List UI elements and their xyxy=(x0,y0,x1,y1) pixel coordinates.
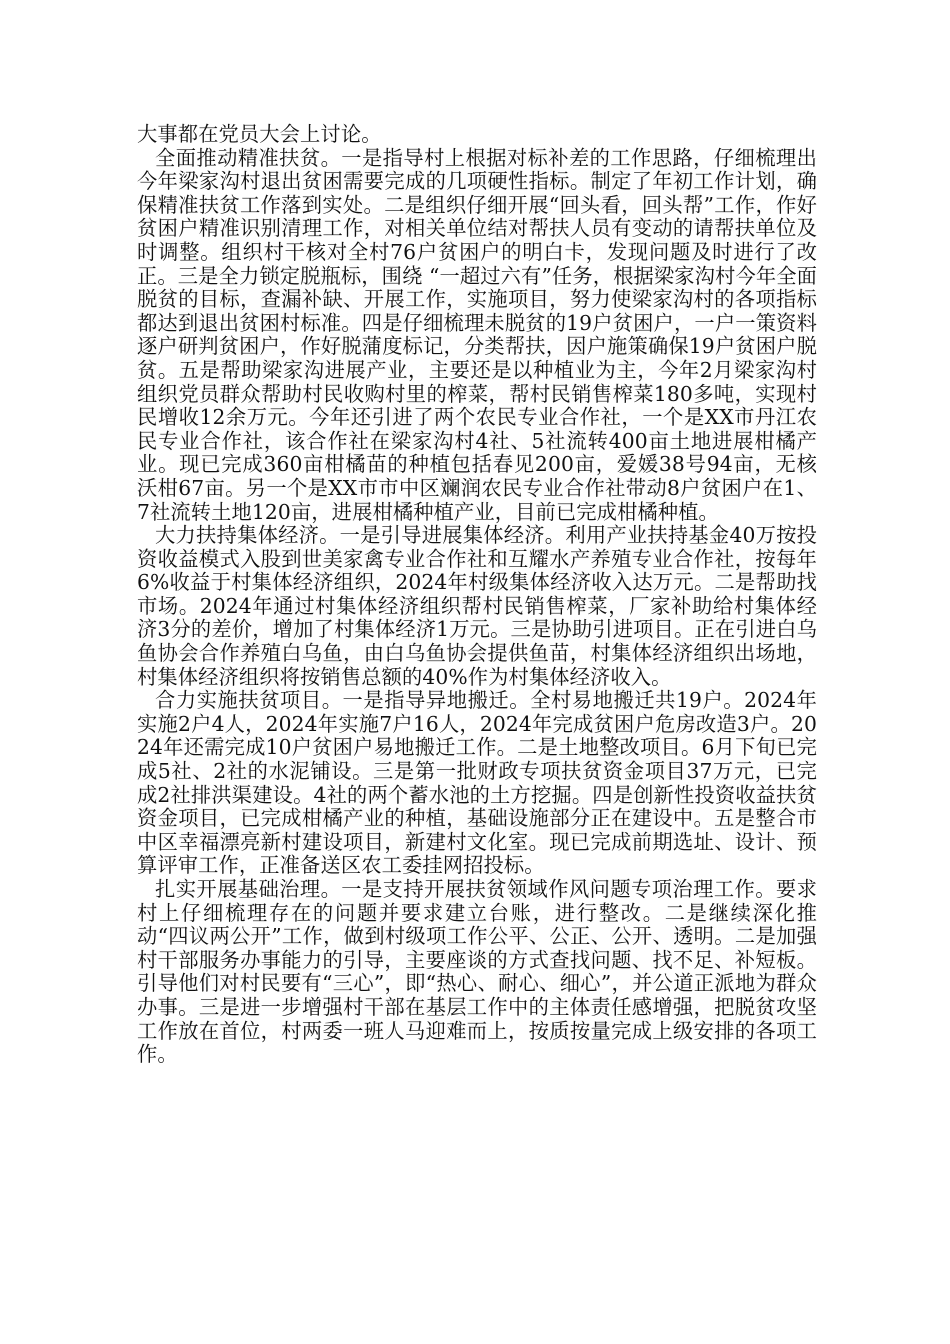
paragraph-continuation: 大事都在党员大会上讨论。 xyxy=(137,122,382,146)
paragraph-grassroots-governance: 扎实开展基础治理。一是支持开展扶贫领域作风问题专项治理工作。要求村上仔细梳理存在的问题并要求建立台账，进行整改。二是继续深化推动“四议两公开”工作，做到村级项工作公平、公正、公开、透明。二是加强村干部服务办事能力的引导，主要座谈的方式查找问题、找不足、补短板。引导他们对村民要有“三心”，即“热心、耐心、细心”，并公道正派地为群众办事。三是进一步增强村干部在基层工作中的主体责任感增强，把脱贫攻坚工作放在首位，村两委一班人马迎难而上，按质按量完成上级安排的各项工作。 xyxy=(137,877,817,1067)
document-page xyxy=(137,123,817,1067)
paragraph-poverty-projects: 合力实施扶贫项目。一是指导异地搬迁。全村易地搬迁共19户。2024年实施2户4人，2024年实施7户16人，2024年完成贫困户危房改造3户。2024年还需完成10户贫困户易地搬迁工作。二是土地整改项目。6月下旬已完成5社、2社的水泥铺设。三是第一批财政专项扶贫资金项目37万元，已完成2社排洪渠建设。4社的两个蓄水池的土方挖掘。四是创新性投资收益扶贫资金项目，已完成柑橘产业的种植，基础设施部分正在建设中。五是整合市中区幸福漂亮新村建设项目，新建村文化室。现已完成前期选址、设计、预算评审工作，正准备送区农工委挂网招投标。 xyxy=(137,688,817,878)
paragraph-collective-economy: 大力扶持集体经济。一是引导进展集体经济。利用产业扶持基金40万按投资收益模式入股到世美家禽专业合作社和互耀水产养殖专业合作社，按每年6%收益于村集体经济组织，2024年村级集体经济收入达万元。二是帮助找市场。2024年通过村集体经济组织帮村民销售榨菜，厂家补助给村集体经济3分的差价，增加了村集体经济1万元。三是协助引进项目。正在引进白乌鱼协会合作养殖白乌鱼，由白乌鱼协会提供鱼苗，村集体经济组织出场地，村集体经济组织将按销售总额的40%作为村集体经济收入。 xyxy=(137,523,817,689)
paragraph-precision-poverty-alleviation: 全面推动精准扶贫。一是指导村上根据对标补差的工作思路，仔细梳理出今年梁家沟村退出贫困需要完成的几项硬性指标。制定了年初工作计划，确保精准扶贫工作落到实处。二是组织仔细开展“回头看，回头帮”工作，作好贫困户精准识别清理工作，对相关单位结对帮扶人员有变动的请帮扶单位及时调整。组织村干核对全村76户贫困户的明白卡，发现问题及时进行了改正。三是全力锁定脱瓶标，围绕 “一超过六有”任务，根据梁家沟村今年全面脱贫的目标，查漏补缺、开展工作，实施项目，努力使梁家沟村的各项指标都达到退出贫困村标准。四是仔细梳理未脱贫的19户贫困户，一户一策资料逐户研判贫困户，作好脱蒲度标记，分类帮扶，因户施策确保19户贫困户脱贫。五是帮助梁家沟进展产业，主要还是以种植业为主，今年2月梁家沟村组织党员群众帮助村民收购村里的榨菜，帮村民销售榨菜180多吨，实现村民增收12余万元。今年还引进了两个农民专业合作社，一个是XX市丹江农民专业合作社，该合作社在梁家沟村4社、5社流转400亩土地进展柑橘产业。现已完成360亩柑橘苗的种植包括春见200亩，爱媛38号94亩，无核沃柑67亩。另一个是XX市市中区斓润农民专业合作社带动8户贫困户在1、7社流转土地120亩，进展柑橘种植产业，目前已完成柑橘种植。 xyxy=(137,145,817,524)
